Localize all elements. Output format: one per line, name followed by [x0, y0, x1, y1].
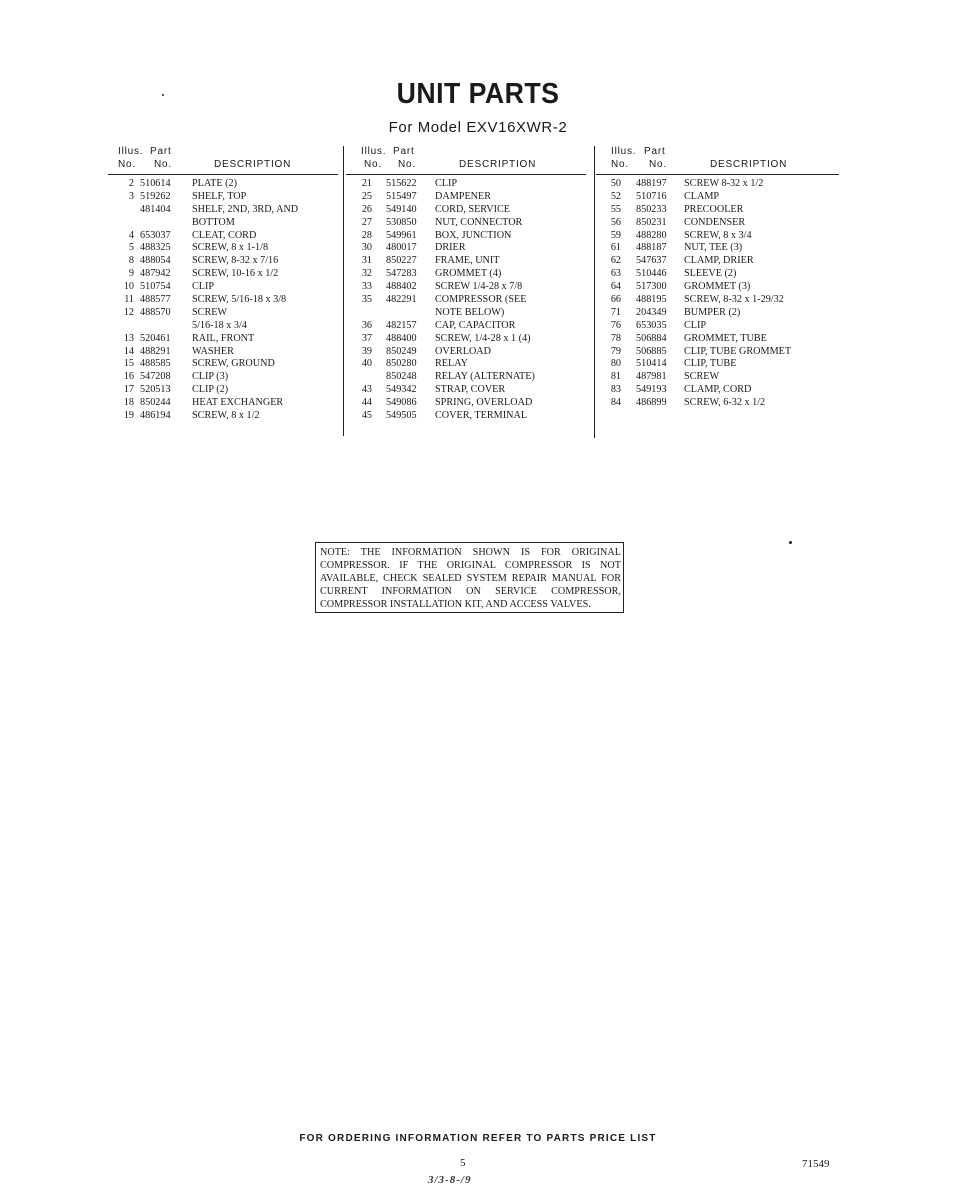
part-number: 488054 [140, 255, 171, 267]
part-description: STRAP, COVER [435, 384, 506, 396]
part-description: FRAME, UNIT [435, 255, 500, 267]
parts-row [112, 191, 340, 204]
parts-row [599, 217, 843, 230]
part-description: SCREW, 1/4-28 x 1 (4) [435, 332, 531, 344]
illus-number: 66 [610, 294, 621, 306]
parts-row [112, 178, 340, 191]
part-number: 510614 [140, 178, 171, 189]
part-number: 850227 [386, 255, 417, 267]
illus-number: 45 [361, 410, 372, 422]
column-header [599, 146, 843, 175]
part-number: 488585 [140, 358, 171, 370]
illus-number: 63 [610, 268, 621, 280]
illus-number: 44 [361, 397, 372, 409]
part-description: CLIP, TUBE GROMMET [684, 345, 792, 357]
illus-number: 33 [361, 281, 372, 293]
parts-row [348, 346, 590, 359]
parts-row [112, 217, 340, 230]
illus-number: 11 [124, 294, 134, 306]
part-number: 547208 [140, 371, 171, 383]
parts-row [112, 307, 340, 320]
illus-number: 76 [610, 319, 621, 331]
part-number: 488402 [386, 281, 417, 293]
illus-number: 55 [610, 203, 621, 215]
parts-row [348, 281, 590, 294]
part-description: CLAMP, DRIER [684, 255, 754, 267]
parts-row [599, 178, 843, 191]
parts-row [112, 346, 340, 359]
part-description: DRIER [435, 242, 466, 254]
parts-row [348, 384, 590, 397]
part-description: CLIP, TUBE [684, 358, 737, 370]
parts-row [112, 384, 340, 397]
part-number: 549961 [386, 229, 417, 241]
illus-number: 52 [610, 190, 621, 202]
illus-number: 64 [610, 281, 621, 293]
parts-row [112, 255, 340, 268]
illus-number: 78 [610, 332, 621, 344]
parts-row [348, 333, 590, 346]
part-number: 549086 [386, 397, 417, 409]
parts-row [599, 230, 843, 243]
part-number: 653037 [140, 229, 171, 241]
parts-row [112, 397, 340, 410]
parts-row [599, 320, 843, 333]
parts-row [112, 358, 340, 371]
part-description: SHELF, 2ND, 3RD, AND [192, 203, 299, 215]
column-header [348, 146, 590, 175]
part-number: 488400 [386, 332, 417, 344]
illus-number: 27 [361, 216, 372, 228]
illus-number: 16 [123, 371, 134, 383]
part-description: PRECOOLER [684, 203, 744, 215]
part-number: 488197 [636, 178, 667, 189]
illus-number: 8 [128, 255, 134, 267]
parts-row [348, 217, 590, 230]
part-number: 488577 [140, 294, 171, 306]
illus-number: 39 [361, 345, 372, 357]
part-description: DAMPENER [435, 190, 492, 202]
parts-row [112, 242, 340, 255]
part-description: GROMMET (4) [435, 268, 502, 280]
part-description: CLIP [684, 319, 707, 331]
parts-row [599, 358, 843, 371]
parts-row [348, 320, 590, 333]
ordering-footer: FOR ORDERING INFORMATION REFER TO PARTS PRICE LIST [299, 1133, 657, 1144]
page-number: 5 [460, 1157, 466, 1169]
parts-row [348, 191, 590, 204]
part-description: SCREW, 8 x 3/4 [684, 229, 752, 241]
part-description: CLIP [435, 178, 458, 189]
part-description: SCREW, 8-32 x 1-29/32 [684, 294, 784, 306]
part-number: 510754 [140, 281, 171, 293]
parts-row [599, 371, 843, 384]
part-number: 517300 [636, 281, 667, 293]
part-description: SCREW, 8-32 x 7/16 [192, 255, 279, 267]
parts-column-1 [112, 146, 340, 423]
parts-row [599, 255, 843, 268]
part-description: BOTTOM [192, 216, 235, 228]
part-description: SCREW, 8 x 1-1/8 [192, 242, 269, 254]
part-number: 488280 [636, 229, 667, 241]
part-description: SHELF, TOP [192, 190, 247, 202]
illus-number: 79 [610, 345, 621, 357]
illus-number: 31 [361, 255, 372, 267]
part-description: NUT, CONNECTOR [435, 216, 523, 228]
part-description: 5/16-18 x 3/4 [192, 319, 247, 331]
parts-row [348, 242, 590, 255]
part-description: GROMMET (3) [684, 281, 751, 293]
part-number: 547637 [636, 255, 667, 267]
parts-row [348, 397, 590, 410]
parts-row [599, 307, 843, 320]
part-description: SCREW, 6-32 x 1/2 [684, 397, 766, 409]
part-number: 488570 [140, 306, 171, 318]
illus-number: 18 [123, 397, 134, 409]
header-description: DESCRIPTION [710, 159, 788, 170]
parts-row [599, 204, 843, 217]
part-number: 488325 [140, 242, 171, 254]
illus-number: 50 [610, 178, 621, 189]
part-description: CLAMP, CORD [684, 384, 752, 396]
column-header [112, 146, 340, 175]
part-number: 487942 [140, 268, 171, 280]
illus-number: 3 [128, 190, 134, 202]
part-description: SPRING, OVERLOAD [435, 397, 533, 409]
part-number: 850233 [636, 203, 667, 215]
header-description: DESCRIPTION [214, 159, 292, 170]
illus-number: 35 [361, 294, 372, 306]
illus-number: 15 [123, 358, 134, 370]
part-description: OVERLOAD [435, 345, 492, 357]
parts-row [599, 333, 843, 346]
header-illus-no: No. [611, 159, 629, 170]
part-number: 486194 [140, 410, 171, 422]
part-number: 850248 [386, 371, 417, 383]
part-number: 653035 [636, 319, 667, 331]
part-number: 530850 [386, 216, 417, 228]
illus-number: 36 [361, 319, 372, 331]
part-description: SCREW, GROUND [192, 358, 275, 370]
part-description: SCREW 1/4-28 x 7/8 [435, 281, 523, 293]
header-part: Part [644, 146, 666, 157]
parts-list [599, 178, 843, 410]
parts-row [599, 294, 843, 307]
part-number: 488187 [636, 242, 667, 254]
part-description: BUMPER (2) [684, 306, 741, 318]
parts-list [348, 178, 590, 423]
part-number: 487981 [636, 371, 667, 383]
illus-number: 62 [610, 255, 621, 267]
parts-row [348, 268, 590, 281]
part-description: PLATE (2) [192, 178, 237, 189]
part-number: 515622 [386, 178, 417, 189]
compressor-note: NOTE: THE INFORMATION SHOWN IS FOR ORIGINAL COMPRESSOR. IF THE ORIGINAL COMPRESSOR IS NOT AVAILABLE, CHECK SEALED SYSTEM REPAIR MANUAL FOR CURRENT INFORMATION ON SERVICE COMPRESSOR, COMPRESSOR INSTALLATION KIT, AND ACCESS VALVES. [315, 542, 624, 613]
illus-number: 84 [610, 397, 621, 409]
parts-row [348, 294, 590, 307]
parts-row [348, 204, 590, 217]
part-description: HEAT EXCHANGER [192, 397, 284, 409]
parts-row [112, 320, 340, 333]
parts-row [348, 255, 590, 268]
part-number: 515497 [386, 190, 417, 202]
header-part-no: No. [154, 159, 172, 170]
part-number: 482157 [386, 319, 417, 331]
parts-row [348, 178, 590, 191]
parts-row [112, 371, 340, 384]
part-number: 482291 [386, 294, 417, 306]
parts-column-3 [599, 146, 843, 410]
model-subtitle: For Model EXV16XWR-2 [388, 119, 568, 136]
parts-row [348, 358, 590, 371]
parts-row [112, 204, 340, 217]
illus-number: 9 [128, 268, 134, 280]
illus-number: 37 [361, 332, 372, 344]
part-number: 520513 [140, 384, 171, 396]
part-number: 850244 [140, 397, 171, 409]
part-description: COVER, TERMINAL [435, 410, 528, 422]
header-description: DESCRIPTION [459, 159, 537, 170]
part-number: 850249 [386, 345, 417, 357]
part-number: 510414 [636, 358, 667, 370]
illus-number: 2 [128, 178, 134, 189]
part-description: NUT, TEE (3) [684, 242, 743, 254]
part-number: 520461 [140, 332, 171, 344]
scan-speck [162, 94, 164, 96]
part-number: 488291 [140, 345, 171, 357]
parts-row [599, 384, 843, 397]
parts-column-2 [348, 146, 590, 423]
illus-number: 17 [123, 384, 134, 396]
parts-row [112, 230, 340, 243]
part-description: SCREW, 8 x 1/2 [192, 410, 260, 422]
part-number: 204349 [636, 306, 667, 318]
handwritten-mark: 3/3-8-/9 [428, 1174, 472, 1186]
header-rule [596, 174, 839, 175]
page-title: UNIT PARTS [396, 78, 560, 110]
illus-number: 71 [610, 306, 621, 318]
part-description: CONDENSER [684, 216, 746, 228]
part-description: GROMMET, TUBE [684, 332, 767, 344]
parts-row [112, 281, 340, 294]
part-description: WASHER [192, 345, 234, 357]
illus-number: 80 [610, 358, 621, 370]
part-number: 510446 [636, 268, 667, 280]
illus-number: 10 [123, 281, 134, 293]
part-description: SLEEVE (2) [684, 268, 737, 280]
part-number: 481404 [140, 203, 171, 215]
illus-number: 14 [123, 345, 134, 357]
parts-row [599, 397, 843, 410]
part-description: SCREW, 5/16-18 x 3/8 [192, 294, 287, 306]
parts-row [112, 294, 340, 307]
illus-number: 21 [361, 178, 372, 189]
part-number: 850231 [636, 216, 667, 228]
illus-number: 25 [361, 190, 372, 202]
part-description: COMPRESSOR (SEE [435, 294, 527, 306]
parts-list [112, 178, 340, 423]
part-description: CLIP (3) [192, 371, 229, 383]
part-number: 549193 [636, 384, 667, 396]
parts-row [112, 410, 340, 423]
header-illus: Illus. [361, 146, 387, 157]
parts-row [112, 333, 340, 346]
illus-number: 81 [610, 371, 621, 383]
illus-number: 83 [610, 384, 621, 396]
illus-number: 56 [610, 216, 621, 228]
header-part-no: No. [398, 159, 416, 170]
part-description: RAIL, FRONT [192, 332, 255, 344]
part-number: 850280 [386, 358, 417, 370]
header-rule [108, 174, 338, 175]
part-description: SCREW, 10-16 x 1/2 [192, 268, 279, 280]
header-part: Part [150, 146, 172, 157]
part-description: SCREW 8-32 x 1/2 [684, 178, 764, 189]
part-description: NOTE BELOW) [435, 306, 505, 318]
column-divider [594, 146, 595, 438]
column-divider [343, 146, 344, 436]
part-description: CLAMP [684, 190, 720, 202]
part-number: 547283 [386, 268, 417, 280]
part-number: 519262 [140, 190, 171, 202]
illus-number: 59 [610, 229, 621, 241]
illus-number: 40 [361, 358, 372, 370]
illus-number: 43 [361, 384, 372, 396]
parts-row [599, 281, 843, 294]
parts-row [599, 268, 843, 281]
illus-number: 26 [361, 203, 372, 215]
part-description: CORD, SERVICE [435, 203, 511, 215]
illus-number: 5 [128, 242, 134, 254]
parts-row [599, 346, 843, 359]
illus-number: 61 [610, 242, 621, 254]
header-illus-no: No. [118, 159, 136, 170]
illus-number: 12 [123, 306, 134, 318]
part-description: CLIP (2) [192, 384, 229, 396]
header-illus-no: No. [364, 159, 382, 170]
illus-number: 32 [361, 268, 372, 280]
parts-row [348, 410, 590, 423]
header-part-no: No. [649, 159, 667, 170]
header-part: Part [393, 146, 415, 157]
part-number: 549342 [386, 384, 417, 396]
part-description: CAP, CAPACITOR [435, 319, 516, 331]
part-number: 549140 [386, 203, 417, 215]
part-description: SCREW [684, 371, 720, 383]
header-rule [346, 174, 586, 175]
illus-number: 30 [361, 242, 372, 254]
part-number: 549505 [386, 410, 417, 422]
parts-row [599, 242, 843, 255]
part-number: 488195 [636, 294, 667, 306]
parts-row [348, 371, 590, 384]
part-description: RELAY (ALTERNATE) [435, 371, 535, 383]
header-illus: Illus. [118, 146, 144, 157]
parts-row [348, 307, 590, 320]
part-description: CLIP [192, 281, 215, 293]
part-description: CLEAT, CORD [192, 229, 257, 241]
illus-number: 13 [123, 332, 134, 344]
document-number: 71549 [802, 1158, 830, 1170]
part-description: RELAY [435, 358, 469, 370]
part-number: 480017 [386, 242, 417, 254]
parts-row [348, 230, 590, 243]
part-number: 486899 [636, 397, 667, 409]
illus-number: 28 [361, 229, 372, 241]
parts-row [599, 191, 843, 204]
part-description: BOX, JUNCTION [435, 229, 512, 241]
parts-row [112, 268, 340, 281]
part-description: SCREW [192, 306, 228, 318]
scan-speck [789, 541, 792, 544]
part-number: 506884 [636, 332, 667, 344]
part-number: 510716 [636, 190, 667, 202]
part-number: 506885 [636, 345, 667, 357]
header-illus: Illus. [611, 146, 637, 157]
illus-number: 4 [128, 229, 134, 241]
illus-number: 19 [123, 410, 134, 422]
